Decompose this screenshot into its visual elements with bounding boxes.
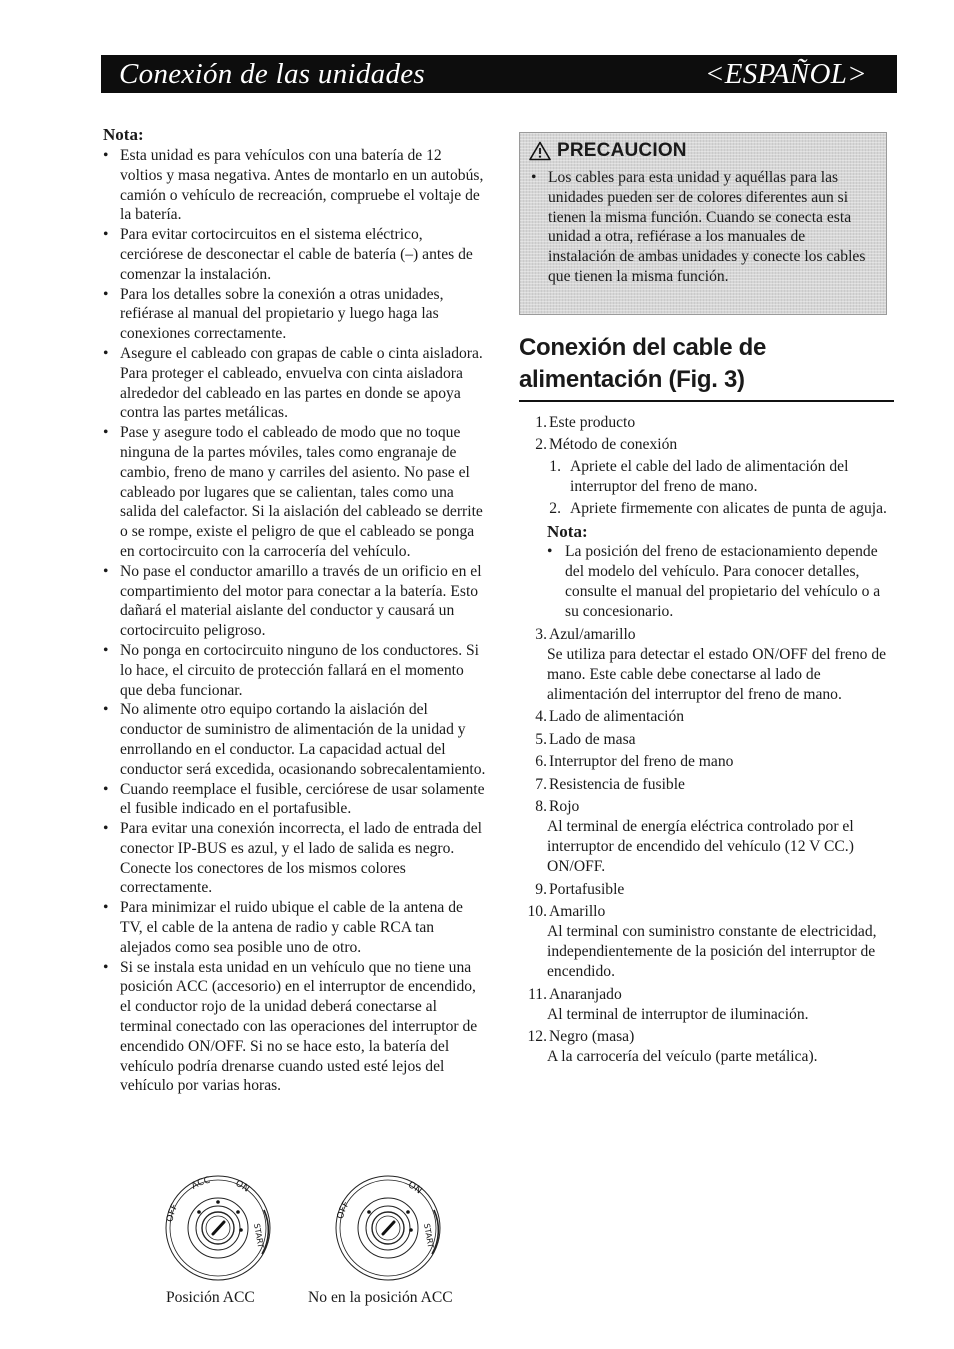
item-label: Resistencia de fusible <box>549 775 685 793</box>
item-number: 11. <box>528 985 547 1003</box>
caution-text: • Los cables para esta unidad y aquéllas para las unidades pueden ser de colores diferentes aun si tienen la misma función. Cuando se conecta esta unidad a otra, refiérase a los manuales de instalación de ambas unidades y conecte los cables que tienen la misma función. <box>529 168 876 287</box>
item-number: 12. <box>527 1028 547 1045</box>
item-number: 5. <box>535 730 547 748</box>
list-item <box>519 752 894 772</box>
caution-title-row <box>529 139 876 163</box>
item-label: Azul/amarillo <box>549 625 636 643</box>
caution-title: PRECAUCION <box>557 140 687 161</box>
dial-labels <box>165 1203 180 1223</box>
note-bullet: • Cuando reemplace el fusible, cerciórese de usar solamente el fusible indicado en el portafusible. <box>103 780 488 820</box>
sub-item-number: 1. <box>549 458 561 475</box>
note-bullet: • Para evitar una conexión incorrecta, el lado de entrada del conector IP-BUS es azul, y el lado de salida es negro. Conecte los conectores de los mismos colores correctamente. <box>103 819 488 898</box>
item-number: 9. <box>535 880 547 898</box>
inner-note-heading: Nota: <box>547 522 588 541</box>
warning-triangle-icon <box>529 141 551 161</box>
item-number: 2. <box>535 436 547 453</box>
figure-caption-acc: Posición ACC <box>166 1289 255 1306</box>
list-item <box>519 1027 894 1047</box>
item-label: Amarillo <box>549 903 606 920</box>
list-item <box>519 413 894 433</box>
item-label: Método de conexión <box>549 436 678 453</box>
item-label: Anaranjado <box>549 985 622 1003</box>
note-bullet: • Asegure el cableado con grapas de cable o cinta aisladora. Para proteger el cableado, envuelva con cinta aisladora alrededor del cableado en las partes en donde se apoya contra las partes metálicas. <box>103 344 488 423</box>
note-bullet-list <box>103 146 488 1096</box>
note-bullet: • Para evitar cortocircuitos en el sistema eléctrico, cerciórese de desconectar el cable de batería (–) antes de comenzar la instalación. <box>103 225 488 284</box>
item-number: 8. <box>535 798 547 815</box>
legend-list <box>519 410 894 1067</box>
item-label: Lado de masa <box>549 730 636 748</box>
note-bullet: • No alimente otro equipo cortando la aislación del conductor de suministro de alimentación de la unidad y enrrollando en el conductor. La capacidad actual del conductor será excedida, ocasionando sobrecalentamiento. <box>103 700 488 779</box>
list-item <box>519 775 894 795</box>
note-bullet: • Esta unidad es para vehículos con una batería de 12 voltios y masa negativa. Antes de montarlo en un autobús, camión o vehículo de recreación, compruebe el voltaje de la batería. <box>103 146 488 225</box>
left-column <box>103 125 488 1096</box>
inner-note-text: • La posición del freno de estacionamiento depende del modelo del vehículo. Para conocer detalles, consulte el manual del propietario del vehículo o a su concesionario. <box>547 542 894 622</box>
note-bullet: • No ponga en cortocircuito ninguno de los conductores. Si lo hace, el circuito de protección fallará en el momento que deba funcionar. <box>103 641 488 700</box>
dial-on-label: ON <box>406 1180 424 1197</box>
list-item <box>519 730 894 750</box>
dial-start-label: START <box>252 1222 266 1249</box>
note-bullet: • Para minimizar el ruido ubique el cable de la antena de TV, el cable de la antena de radio y cable RCA tan alejados como sea posible uno de otro. <box>103 898 488 957</box>
item-label: Este producto <box>549 413 636 431</box>
item-label: Interruptor del freno de mano <box>549 753 734 770</box>
caution-box <box>519 132 887 315</box>
note-bullet: • Si se instala esta unidad en un vehículo que no tiene una posición ACC (accesorio) en el interruptor de encendido, el conductor rojo de la unidad deberá conectarse al terminal conectado con las operaciones del interruptor de encendido ON/OFF. Si no se hace esto, la batería del vehículo podría drenarse cuando usted esté lejos del vehículo por varias horas. <box>103 958 488 1097</box>
item-number: 4. <box>535 708 547 725</box>
note-bullet: • Para los detalles sobre la conexión a otras unidades, refiérase al manual del propietario y luego haga las conexiones correctamente. <box>103 285 488 344</box>
page-header <box>101 55 897 93</box>
note-bullet: • Pase y asegure todo el cableado de modo que no toque ninguna de la partes móviles, tales como engranaje de cambio, freno de mano y carriles del asiento. No pase el cableado por lugares que se calientan, tales como una salida del calefactor. Si la aislación del cableado se derrite o se rompe, existe el peligro de que el cableado se ponga en cortocircuito con la carrocería del vehículo. <box>103 423 488 562</box>
item-description: Al terminal de interruptor de iluminación. <box>547 1005 809 1023</box>
item-number: 3. <box>535 625 547 643</box>
list-item <box>519 707 894 727</box>
figure-caption-no-acc: No en la posición ACC <box>308 1289 453 1306</box>
list-item <box>519 902 894 922</box>
item-description: A la carrocería del veículo (parte metálica). <box>547 1048 818 1065</box>
item-number: 10. <box>527 903 547 920</box>
ignition-switch-no-acc-icon <box>328 1166 448 1282</box>
list-item <box>519 625 894 645</box>
section-title: Conexión del cable de alimentación (Fig. 3) <box>519 332 894 402</box>
list-item <box>519 797 894 817</box>
sub-list-item <box>541 499 894 519</box>
header-language: <ESPAÑOL> <box>704 57 867 90</box>
sub-item-label: Apriete el cable del lado de alimentación del interruptor del freno de mano. <box>570 458 849 495</box>
dial-acc-label: ACC <box>189 1175 212 1192</box>
item-description: Al terminal con suministro constante de electricidad, independientemente de la posición del interruptor de encendido. <box>547 923 877 980</box>
dial-off-label: OFF <box>335 1199 352 1221</box>
item-label: Negro (masa) <box>549 1028 635 1045</box>
dial-off-label: OFF <box>165 1202 181 1223</box>
item-description: Al terminal de energía eléctrica controlado por el interruptor de encendido del vehículo (12 V CC.) ON/OFF. <box>547 818 854 875</box>
dial-on-label: ON <box>233 1178 251 1195</box>
item-number: 7. <box>535 775 547 793</box>
item-label: Lado de alimentación <box>549 708 685 725</box>
item-description: Se utiliza para detectar el estado ON/OFF del freno de mano. Este cable debe conectarse al lado de alimentación del interruptor del freno de mano. <box>547 645 887 703</box>
list-item <box>519 880 894 900</box>
dial-acc-text <box>190 1176 211 1192</box>
item-number: 1. <box>535 413 547 431</box>
header-title: Conexión de las unidades <box>119 57 426 90</box>
note-bullet: • No pase el conductor amarillo a través de un orificio en el compartimiento del motor para conectar a la batería. Esto dañará el material aislante del conductor y causará un cortocircuito peligroso. <box>103 562 488 641</box>
item-number: 6. <box>535 753 547 770</box>
ignition-switch-acc-icon <box>158 1166 278 1282</box>
dial-off-text-2 <box>336 1200 352 1220</box>
dial-start-label: START <box>422 1222 436 1249</box>
note-heading: Nota: <box>103 125 144 144</box>
item-label: Portafusible <box>549 880 625 898</box>
item-label: Rojo <box>549 798 580 815</box>
sub-item-number: 2. <box>549 500 561 517</box>
list-item <box>519 985 894 1005</box>
sub-list-item <box>541 457 894 497</box>
list-item <box>519 435 894 455</box>
sub-item-label: Apriete firmemente con alicates de punta de aguja. <box>570 500 887 517</box>
